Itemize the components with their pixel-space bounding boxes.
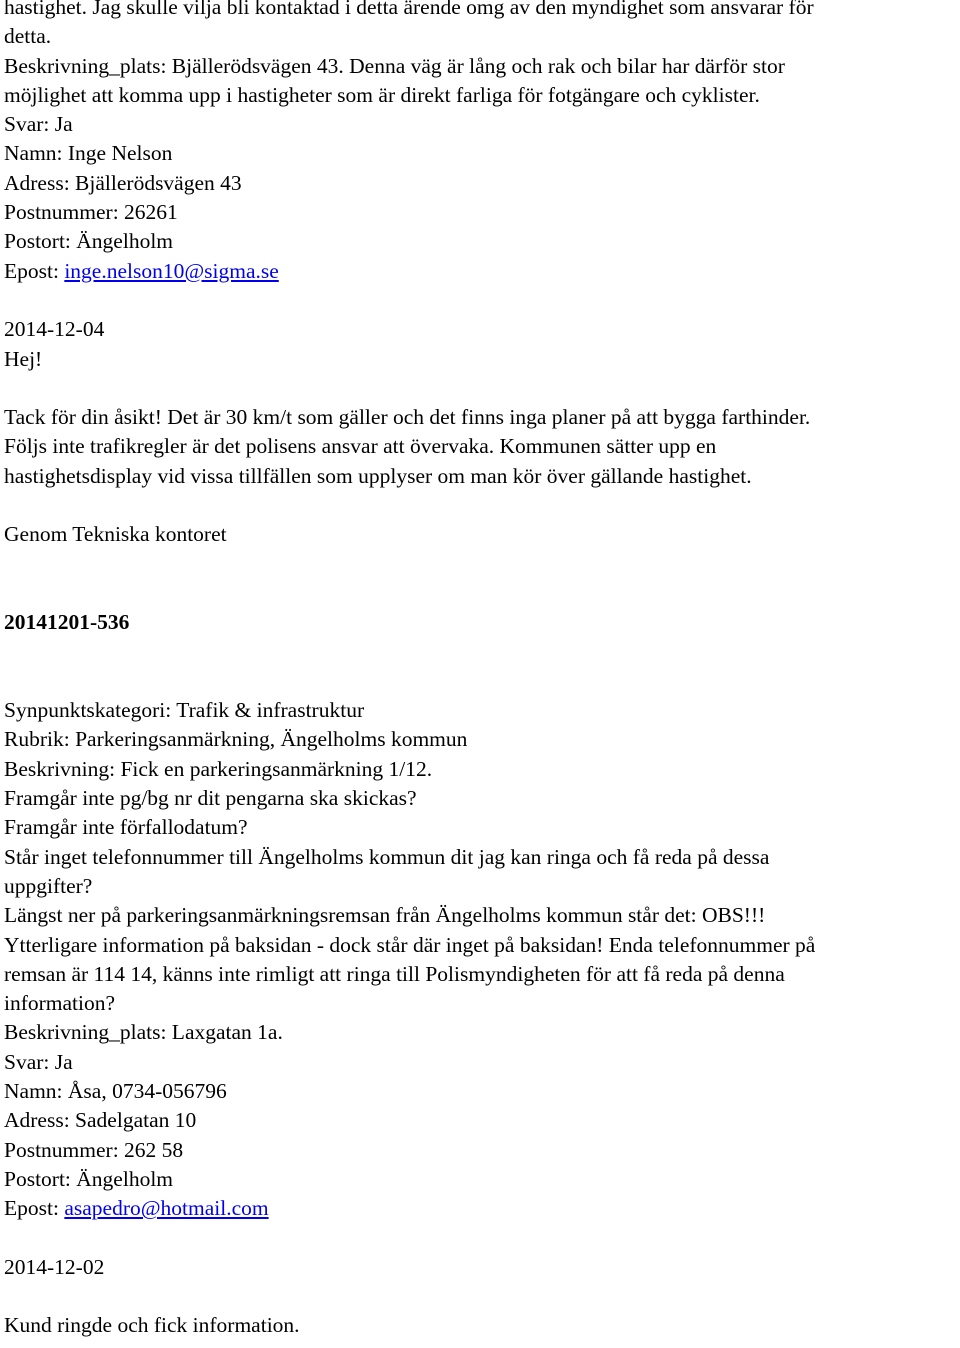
spacer — [4, 579, 956, 608]
reply-line: Tack för din åsikt! Det är 30 km/t som gäller och det finns inga planer på att bygga farthinder. — [4, 405, 811, 430]
text-line: Ytterligare information på baksidan - dock står där inget på baksidan! Enda telefonnummer på — [4, 932, 816, 957]
spacer — [4, 638, 956, 667]
reply-line: Kund ringde och fick information. — [4, 1313, 300, 1338]
subject-line: Rubrik: Parkeringsanmärkning, Ängelholms kommun — [4, 727, 468, 752]
greeting: Hej! — [4, 346, 43, 371]
answer-line: Svar: Ja — [4, 1049, 73, 1074]
text-line: möjlighet att komma upp i hastigheter som är direkt farliga för fotgängare och cyklister. — [4, 82, 760, 107]
email-line — [4, 1194, 956, 1223]
text-line: Beskrivning_plats: Bjällerödsvägen 43. Denna väg är lång och rak och bilar har därför stor — [4, 53, 785, 78]
text-line: Står inget telefonnummer till Ängelholms kommun dit jag kan ringa och få reda på dessa — [4, 844, 770, 869]
text-line: detta. — [4, 24, 52, 49]
spacer — [4, 286, 956, 315]
document-page — [4, 0, 956, 1341]
spacer — [4, 491, 956, 520]
spacer — [4, 667, 956, 696]
address-line: Adress: Bjällerödsvägen 43 — [4, 170, 242, 195]
email-label: Epost: — [4, 258, 65, 283]
text-line: remsan är 114 14, känns inte rimligt att ringa till Polismyndigheten för att få reda på denna — [4, 961, 785, 986]
reply-line: Följs inte trafikregler är det polisens ansvar att övervaka. Kommunen sätter upp en — [4, 434, 717, 459]
signature: Genom Tekniska kontoret — [4, 522, 227, 547]
spacer — [4, 1282, 956, 1311]
email-label: Epost: — [4, 1196, 65, 1221]
text-line: information? — [4, 991, 116, 1016]
name-line: Namn: Inge Nelson — [4, 141, 173, 166]
text-line: uppgifter? — [4, 873, 93, 898]
category-line: Synpunktskategori: Trafik & infrastruktur — [4, 698, 365, 723]
text-line: Beskrivning: Fick en parkeringsanmärkning 1/12. — [4, 756, 433, 781]
spacer — [4, 550, 956, 579]
address-line: Adress: Sadelgatan 10 — [4, 1108, 197, 1133]
location-line: Beskrivning_plats: Laxgatan 1a. — [4, 1020, 283, 1045]
reply-date: 2014-12-04 — [4, 317, 105, 342]
city-line: Postort: Ängelholm — [4, 229, 174, 254]
answer-line: Svar: Ja — [4, 112, 73, 137]
spacer — [4, 374, 956, 403]
email-link[interactable]: asapedro@hotmail.com — [64, 1196, 269, 1221]
reply-line: hastighetsdisplay vid vissa tillfällen som upplyser om man kör över gällande hastighet. — [4, 463, 752, 488]
text-line: hastighet. Jag skulle vilja bli kontaktad i detta ärende omg av den myndighet som ansvarar för — [4, 0, 814, 19]
city-line: Postort: Ängelholm — [4, 1166, 174, 1191]
spacer — [4, 1223, 956, 1252]
name-line: Namn: Åsa, 0734-056796 — [4, 1078, 227, 1103]
email-link[interactable]: inge.nelson10@sigma.se — [64, 258, 279, 283]
postal-code-line: Postnummer: 26261 — [4, 200, 178, 225]
text-line: Framgår inte förfallodatum? — [4, 815, 248, 840]
text-line: Längst ner på parkeringsanmärkningsremsan från Ängelholms kommun står det: OBS!!! — [4, 903, 766, 928]
case-id: 20141201-536 — [4, 610, 130, 635]
text-line: Framgår inte pg/bg nr dit pengarna ska skickas? — [4, 786, 417, 811]
reply-date: 2014-12-02 — [4, 1254, 105, 1279]
email-line — [4, 257, 956, 286]
postal-code-line: Postnummer: 262 58 — [4, 1137, 184, 1162]
